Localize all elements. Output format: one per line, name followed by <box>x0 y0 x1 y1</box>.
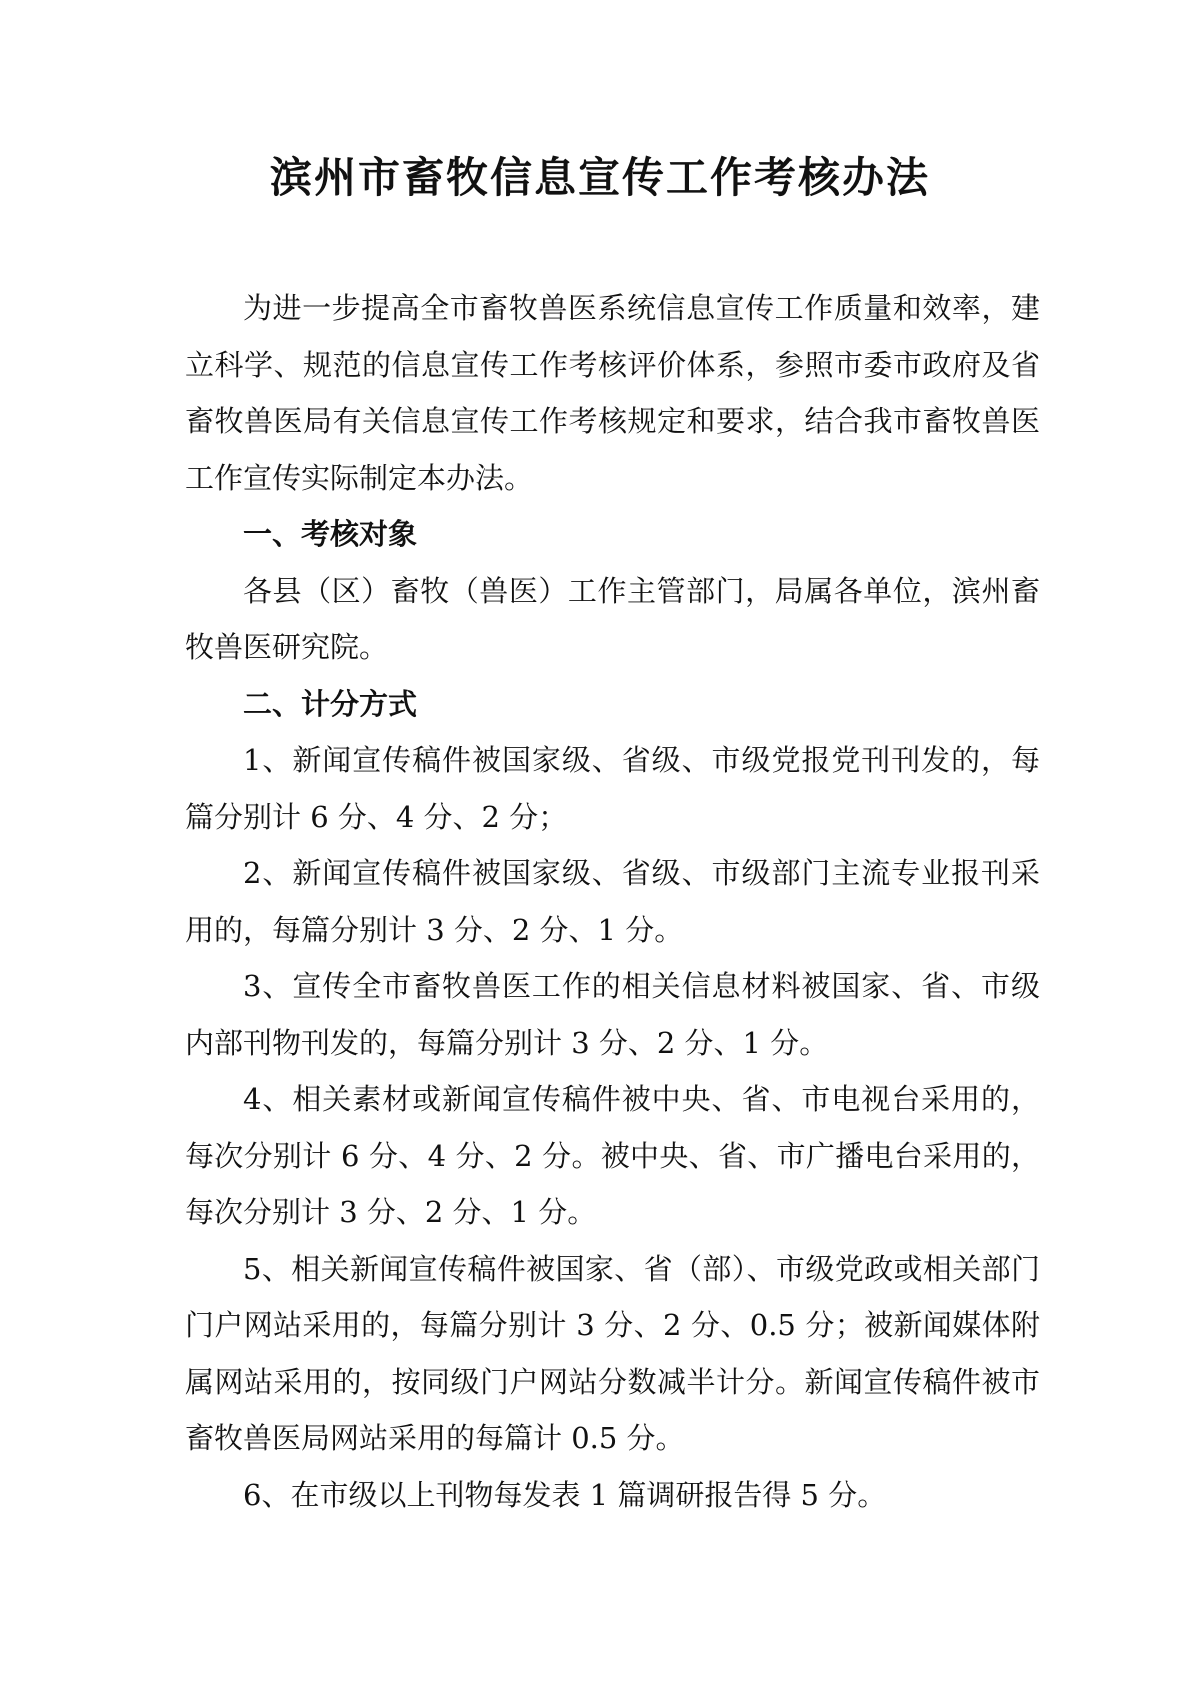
assessment-target-paragraph: 各县（区）畜牧（兽医）工作主管部门，局属各单位，滨州畜牧兽医研究院。 <box>185 573 1040 664</box>
scoring-item-4: 4、相关素材或新闻宣传稿件被中央、省、市电视台采用的，每次分别计 6 分、4 分、2 分。被中央、省、市广播电台采用的，每次分别计 3 分、2 分、1 分。 <box>185 1082 1040 1229</box>
scoring-item-5: 5、相关新闻宣传稿件被国家、省（部）、市级党政或相关部门门户网站采用的，每篇分别计 3 分、2 分、0.5 分；被新闻媒体附属网站采用的，按同级门户网站分数减半计分。新闻宣传稿件被市畜牧兽医局网站采用的每篇计 0.5 分。 <box>185 1251 1040 1455</box>
scoring-item-6: 6、在市级以上刊物每发表 1 篇调研报告得 5 分。 <box>243 1477 887 1512</box>
scoring-item-3: 3、宣传全市畜牧兽医工作的相关信息材料被国家、省、市级内部刊物刊发的，每篇分别计 3 分、2 分、1 分。 <box>185 969 1040 1060</box>
section-heading-assessment-target: 一、考核对象 <box>243 517 418 551</box>
intro-paragraph: 为进一步提高全市畜牧兽医系统信息宣传工作质量和效率，建立科学、规范的信息宣传工作考核评价体系，参照市委市政府及省畜牧兽医局有关信息宣传工作考核规定和要求，结合我市畜牧兽医工作宣传实际制定本办法。 <box>185 291 1040 495</box>
scoring-item-1: 1、新闻宣传稿件被国家级、省级、市级党报党刊刊发的，每篇分别计 6 分、4 分、2 分； <box>185 743 1040 834</box>
scoring-item-2: 2、新闻宣传稿件被国家级、省级、市级部门主流专业报刊采用的，每篇分别计 3 分、2 分、1 分。 <box>185 856 1040 947</box>
section-heading-scoring-method: 二、计分方式 <box>243 686 418 721</box>
document-body <box>185 280 1040 1523</box>
document-title: 滨州市畜牧信息宣传工作考核办法 <box>269 153 930 202</box>
